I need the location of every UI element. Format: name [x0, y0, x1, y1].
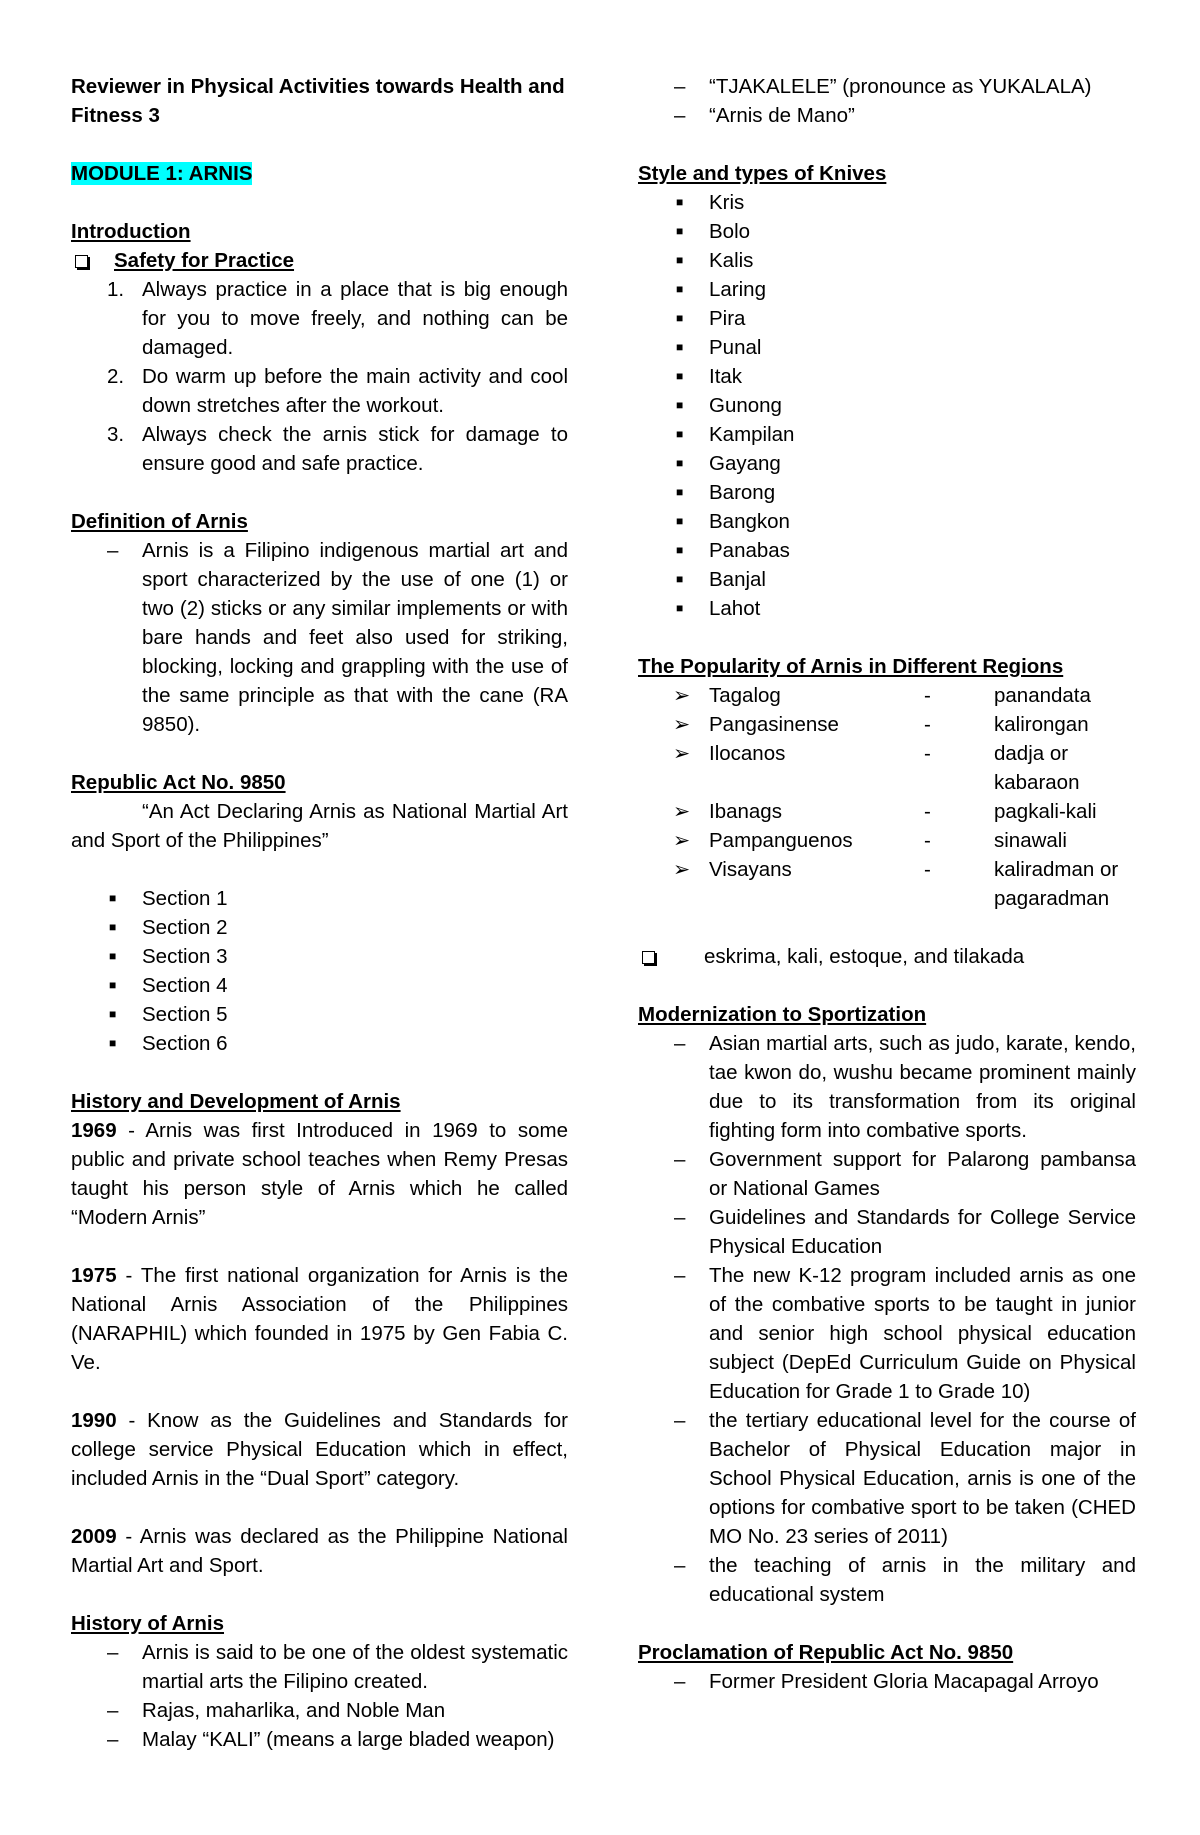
history-entry-2009: 2009 - Arnis was declared as the Philippine National Martial Art and Sport. [71, 1525, 568, 1577]
dash-bullet-icon: – [674, 1032, 686, 1055]
safety-heading: Safety for Practice [114, 249, 295, 272]
dash-bullet-icon: – [674, 1148, 686, 1171]
modernization-heading: Modernization to Sportization [638, 1003, 927, 1026]
arrow-bullet-icon: ➢ [673, 800, 691, 823]
sections-list [71, 884, 568, 1058]
list-item: – Malay “KALI” (means a large bladed weapon) [71, 1725, 568, 1754]
list-item: – the teaching of arnis in the military and educational system [638, 1551, 1136, 1609]
square-bullet-icon: ■ [676, 543, 684, 557]
other-terms: eskrima, kali, estoque, and tilakada [704, 945, 1025, 968]
history-entry-1990: 1990 - Know as the Guidelines and Standards for college service Physical Education which in effect, included Arnis in the “Dual Sport” category. [71, 1409, 568, 1490]
history-list [71, 1638, 568, 1754]
square-bullet-icon: ■ [676, 427, 684, 441]
list-item: ■ Section 4 [71, 971, 568, 1000]
list-item: ➢ Pangasinense - kalirongan [638, 710, 1136, 739]
list-item: ■ Pira [638, 304, 1136, 333]
dash-bullet-icon: – [674, 1554, 686, 1577]
square-bullet-icon: ■ [109, 1007, 117, 1021]
dash-bullet-icon: – [674, 1206, 686, 1229]
square-bullet-icon: ■ [676, 282, 684, 296]
list-item: ➢ Pampanguenos - sinawali [638, 826, 1136, 855]
introduction-heading: Introduction [71, 220, 191, 243]
left-column [71, 72, 568, 1754]
square-bullet-icon: ■ [109, 891, 117, 905]
square-bullet-icon: ■ [109, 978, 117, 992]
history-list-continued [638, 72, 1136, 130]
list-item: 2. Do warm up before the main activity and cool down stretches after the workout. [107, 365, 568, 417]
document-title: Reviewer in Physical Activities towards Health and Fitness 3 [71, 75, 565, 127]
arrow-bullet-icon: ➢ [673, 742, 691, 765]
regions-heading: The Popularity of Arnis in Different Regions [638, 655, 1064, 678]
dash-bullet-icon: – [674, 1670, 686, 1693]
list-item: ■ Barong [638, 478, 1136, 507]
square-bullet-icon: ■ [676, 398, 684, 412]
list-item: ■ Section 3 [71, 942, 568, 971]
right-column [638, 72, 1136, 1696]
dash-bullet-icon: – [107, 1641, 119, 1664]
list-item: ■ Punal [638, 333, 1136, 362]
list-item: ■ Laring [638, 275, 1136, 304]
list-item: – Rajas, maharlika, and Noble Man [71, 1696, 568, 1725]
ra9850-heading: Republic Act No. 9850 [71, 771, 286, 794]
ra9850-quote: “An Act Declaring Arnis as National Martial Art and Sport of the Philippines” [71, 800, 568, 852]
proclamation-heading: Proclamation of Republic Act No. 9850 [638, 1641, 1014, 1664]
list-item: ■ Gunong [638, 391, 1136, 420]
arrow-bullet-icon: ➢ [673, 713, 691, 736]
history-dev-heading: History and Development of Arnis [71, 1090, 401, 1113]
dash-bullet-icon: – [674, 1264, 686, 1287]
dash-bullet-icon: – [674, 1409, 686, 1432]
list-item: – Arnis is said to be one of the oldest systematic martial arts the Filipino created. [71, 1638, 568, 1696]
list-item: ■ Lahot [638, 594, 1136, 623]
dash-bullet-icon: – [674, 75, 686, 98]
square-bullet-icon: ■ [676, 572, 684, 586]
square-bullet-icon: ■ [676, 485, 684, 499]
list-item: – Government support for Palarong pambansa or National Games [638, 1145, 1136, 1203]
list-item: ➢ Ilocanos - dadja or kabaraon [638, 739, 1136, 797]
dash-bullet-icon: – [107, 1728, 119, 1751]
definition-heading: Definition of Arnis [71, 510, 248, 533]
square-bullet-icon: ■ [676, 340, 684, 354]
list-item: ■ Kris [638, 188, 1136, 217]
list-item: ■ Kalis [638, 246, 1136, 275]
history-entry-1969: 1969 - Arnis was first Introduced in 1969 to some public and private school teaches when Remy Presas taught his person style of Arnis which he called “Modern Arnis” [71, 1119, 568, 1229]
list-item: ■ Banjal [638, 565, 1136, 594]
history-heading: History of Arnis [71, 1612, 225, 1635]
arrow-bullet-icon: ➢ [673, 684, 691, 707]
list-item: – “TJAKALELE” (pronounce as YUKALALA) [638, 72, 1136, 101]
list-item: 3. Always check the arnis stick for damage to ensure good and safe practice. [107, 423, 568, 475]
dash-bullet-icon: – [674, 104, 686, 127]
arrow-bullet-icon: ➢ [673, 858, 691, 881]
list-item: – “Arnis de Mano” [638, 101, 1136, 130]
list-item: ■ Gayang [638, 449, 1136, 478]
regions-list [638, 681, 1136, 913]
list-item: 1. Always practice in a place that is big enough for you to move freely, and nothing can be damaged. [107, 278, 568, 359]
modernization-list [638, 1029, 1136, 1609]
square-bullet-icon: ■ [676, 311, 684, 325]
definition-text: – Arnis is a Filipino indigenous martial art and sport characterized by the use of one (1) or two (2) sticks or any similar implements or with bare hands and feet also used for striking, blocking, locking and grappling with the use of the same principle as that with the cane (RA 9850). [71, 536, 568, 739]
list-item: ■ Section 1 [71, 884, 568, 913]
safety-heading-row [71, 246, 568, 275]
list-item: ■ Bolo [638, 217, 1136, 246]
square-bullet-icon: ■ [676, 456, 684, 470]
module-title: MODULE 1: ARNIS [71, 162, 253, 185]
checkbox-bullet-icon [75, 247, 105, 276]
history-entry-1975: 1975 - The first national organization for Arnis is the National Arnis Association of the Philippines (NARAPHIL) which founded in 1975 by Gen Fabia C. Ve. [71, 1264, 568, 1374]
list-item: ■ Section 2 [71, 913, 568, 942]
list-item: – The new K-12 program included arnis as one of the combative sports to be taught in junior and senior high school physical education subject (DepEd Curriculum Guide on Physical Education for Grade 1 to Grade 10) [638, 1261, 1136, 1406]
square-bullet-icon: ■ [676, 195, 684, 209]
list-item: ➢ Visayans - kaliradman or pagaradman [638, 855, 1136, 913]
list-item: – Former President Gloria Macapagal Arroyo [638, 1667, 1136, 1696]
knives-list [638, 188, 1136, 623]
dash-bullet-icon: – [107, 539, 119, 562]
list-item: ■ Kampilan [638, 420, 1136, 449]
list-item: ■ Section 5 [71, 1000, 568, 1029]
square-bullet-icon: ■ [676, 601, 684, 615]
list-item: – Asian martial arts, such as judo, karate, kendo, tae kwon do, wushu became prominent mainly due to its transformation from its original fighting form into combative sports. [638, 1029, 1136, 1145]
other-terms-row [638, 942, 1136, 971]
square-bullet-icon: ■ [676, 514, 684, 528]
safety-list [71, 275, 568, 478]
dash-bullet-icon: – [107, 1699, 119, 1722]
list-item: ■ Itak [638, 362, 1136, 391]
list-item: ➢ Ibanags - pagkali-kali [638, 797, 1136, 826]
square-bullet-icon: ■ [676, 369, 684, 383]
square-bullet-icon: ■ [109, 1036, 117, 1050]
square-bullet-icon: ■ [109, 920, 117, 934]
list-item: ■ Bangkon [638, 507, 1136, 536]
square-bullet-icon: ■ [676, 224, 684, 238]
checkbox-bullet-icon [642, 943, 672, 972]
list-item: – Guidelines and Standards for College Service Physical Education [638, 1203, 1136, 1261]
list-item: – the tertiary educational level for the course of Bachelor of Physical Education major in School Physical Education, arnis is one of the options for combative sport to be taken (CHED MO No. 23 series of 2011) [638, 1406, 1136, 1551]
list-item: ■ Section 6 [71, 1029, 568, 1058]
list-item: ■ Panabas [638, 536, 1136, 565]
arrow-bullet-icon: ➢ [673, 829, 691, 852]
list-item: ➢ Tagalog - panandata [638, 681, 1136, 710]
knives-heading: Style and types of Knives [638, 162, 887, 185]
proclamation-list [638, 1667, 1136, 1696]
square-bullet-icon: ■ [676, 253, 684, 267]
square-bullet-icon: ■ [109, 949, 117, 963]
